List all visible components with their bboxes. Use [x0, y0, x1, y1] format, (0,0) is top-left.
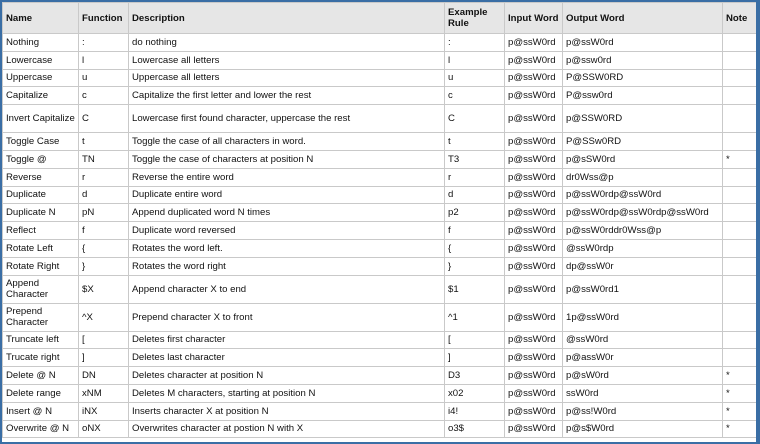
cell-name: Reflect: [3, 222, 79, 240]
header-row: [3, 3, 757, 34]
cell-description: Duplicate entire word: [129, 186, 445, 204]
cell-description: Toggle the case of characters at position N: [129, 150, 445, 168]
cell-example-rule: l: [445, 51, 505, 69]
cell-input-word: p@ssW0rd: [505, 105, 563, 133]
cell-output-word: p@ssW0rdp@ssW0rd: [563, 186, 723, 204]
cell-note: [723, 303, 757, 331]
cell-description: Deletes first character: [129, 331, 445, 349]
cell-name: Capitalize: [3, 87, 79, 105]
cell-note: [723, 222, 757, 240]
cell-input-word: p@ssW0rd: [505, 331, 563, 349]
table-row: [3, 133, 757, 151]
cell-input-word: p@ssW0rd: [505, 275, 563, 303]
cell-output-word: p@ssW0rd: [563, 34, 723, 52]
cell-output-word: p@ss!W0rd: [563, 402, 723, 420]
cell-output-word: @ssW0rd: [563, 331, 723, 349]
cell-function: d: [79, 186, 129, 204]
table-row: [3, 257, 757, 275]
cell-name: Append Character: [3, 275, 79, 303]
cell-example-rule: i4!: [445, 402, 505, 420]
cell-input-word: p@ssW0rd: [505, 186, 563, 204]
cell-function: f: [79, 222, 129, 240]
cell-name: Trucate right: [3, 349, 79, 367]
table-row: [3, 69, 757, 87]
cell-function: TN: [79, 150, 129, 168]
cell-output-word: p@assW0r: [563, 349, 723, 367]
rules-table-frame: [2, 2, 756, 442]
cell-description: Uppercase all letters: [129, 69, 445, 87]
table-row: [3, 420, 757, 438]
cell-function: iNX: [79, 402, 129, 420]
cell-output-word: p@sW0rd: [563, 367, 723, 385]
cell-example-rule: {: [445, 239, 505, 257]
cell-example-rule: }: [445, 257, 505, 275]
cell-function: [: [79, 331, 129, 349]
table-row: [3, 186, 757, 204]
cell-example-rule: p2: [445, 204, 505, 222]
cell-example-rule: r: [445, 168, 505, 186]
cell-example-rule: :: [445, 34, 505, 52]
cell-description: Lowercase all letters: [129, 51, 445, 69]
cell-input-word: p@ssW0rd: [505, 222, 563, 240]
cell-function: l: [79, 51, 129, 69]
cell-output-word: p@SSW0RD: [563, 105, 723, 133]
cell-note: *: [723, 150, 757, 168]
cell-function: xNM: [79, 384, 129, 402]
cell-note: [723, 34, 757, 52]
cell-example-rule: [: [445, 331, 505, 349]
table-row: [3, 331, 757, 349]
cell-note: [723, 105, 757, 133]
cell-output-word: P@SSW0RD: [563, 69, 723, 87]
cell-name: Duplicate N: [3, 204, 79, 222]
cell-note: [723, 69, 757, 87]
cell-example-rule: t: [445, 133, 505, 151]
cell-description: do nothing: [129, 34, 445, 52]
cell-function: }: [79, 257, 129, 275]
cell-name: Uppercase: [3, 69, 79, 87]
table-row: [3, 87, 757, 105]
cell-output-word: @ssW0rdp: [563, 239, 723, 257]
cell-input-word: p@ssW0rd: [505, 133, 563, 151]
cell-output-word: P@ssw0rd: [563, 87, 723, 105]
cell-note: *: [723, 384, 757, 402]
header-output-word: Output Word: [563, 3, 723, 34]
table-row: [3, 222, 757, 240]
cell-input-word: p@ssW0rd: [505, 239, 563, 257]
cell-input-word: p@ssW0rd: [505, 204, 563, 222]
cell-note: [723, 51, 757, 69]
header-example-rule: Example Rule: [445, 3, 505, 34]
cell-output-word: P@SSw0RD: [563, 133, 723, 151]
cell-output-word: p@ssW0rd1: [563, 275, 723, 303]
cell-name: Rotate Left: [3, 239, 79, 257]
cell-description: Deletes last character: [129, 349, 445, 367]
cell-function: :: [79, 34, 129, 52]
table-row: [3, 303, 757, 331]
cell-function: r: [79, 168, 129, 186]
cell-example-rule: ^1: [445, 303, 505, 331]
table-row: [3, 384, 757, 402]
cell-description: Overwrites character at postion N with X: [129, 420, 445, 438]
cell-function: DN: [79, 367, 129, 385]
cell-input-word: p@ssW0rd: [505, 87, 563, 105]
table-row: [3, 105, 757, 133]
table-row: [3, 402, 757, 420]
table-row: [3, 349, 757, 367]
cell-description: Rotates the word left.: [129, 239, 445, 257]
cell-output-word: p@ssW0rdp@ssW0rdp@ssW0rd: [563, 204, 723, 222]
table-row: [3, 367, 757, 385]
table-row: [3, 275, 757, 303]
cell-description: Toggle the case of all characters in word.: [129, 133, 445, 151]
cell-name: Delete range: [3, 384, 79, 402]
cell-note: [723, 87, 757, 105]
cell-name: Toggle Case: [3, 133, 79, 151]
cell-input-word: p@ssW0rd: [505, 34, 563, 52]
cell-example-rule: D3: [445, 367, 505, 385]
table-row: [3, 34, 757, 52]
cell-name: Rotate Right: [3, 257, 79, 275]
header-description: Description: [129, 3, 445, 34]
cell-function: ]: [79, 349, 129, 367]
cell-input-word: p@ssW0rd: [505, 349, 563, 367]
table-row: [3, 239, 757, 257]
cell-input-word: p@ssW0rd: [505, 384, 563, 402]
header-note: Note: [723, 3, 757, 34]
cell-name: Overwrite @ N: [3, 420, 79, 438]
cell-note: [723, 204, 757, 222]
header-function: Function: [79, 3, 129, 34]
cell-example-rule: C: [445, 105, 505, 133]
cell-example-rule: f: [445, 222, 505, 240]
cell-function: {: [79, 239, 129, 257]
cell-input-word: p@ssW0rd: [505, 420, 563, 438]
cell-input-word: p@ssW0rd: [505, 402, 563, 420]
cell-output-word: p@ssw0rd: [563, 51, 723, 69]
cell-input-word: p@ssW0rd: [505, 150, 563, 168]
cell-name: Lowercase: [3, 51, 79, 69]
cell-description: Capitalize the first letter and lower the rest: [129, 87, 445, 105]
cell-example-rule: d: [445, 186, 505, 204]
cell-name: Invert Capitalize: [3, 105, 79, 133]
cell-output-word: p@s$W0rd: [563, 420, 723, 438]
cell-note: *: [723, 402, 757, 420]
cell-input-word: p@ssW0rd: [505, 168, 563, 186]
cell-note: [723, 239, 757, 257]
cell-name: Truncate left: [3, 331, 79, 349]
cell-description: Duplicate word reversed: [129, 222, 445, 240]
cell-note: [723, 133, 757, 151]
table-row: [3, 204, 757, 222]
cell-note: [723, 275, 757, 303]
cell-name: Reverse: [3, 168, 79, 186]
cell-description: Append duplicated word N times: [129, 204, 445, 222]
cell-description: Lowercase first found character, uppercase the rest: [129, 105, 445, 133]
cell-output-word: 1p@ssW0rd: [563, 303, 723, 331]
cell-output-word: ssW0rd: [563, 384, 723, 402]
cell-name: Nothing: [3, 34, 79, 52]
cell-name: Toggle @: [3, 150, 79, 168]
cell-input-word: p@ssW0rd: [505, 257, 563, 275]
cell-name: Duplicate: [3, 186, 79, 204]
cell-example-rule: ]: [445, 349, 505, 367]
cell-note: [723, 349, 757, 367]
cell-example-rule: o3$: [445, 420, 505, 438]
cell-function: u: [79, 69, 129, 87]
cell-name: Prepend Character: [3, 303, 79, 331]
cell-note: [723, 257, 757, 275]
cell-function: ^X: [79, 303, 129, 331]
cell-input-word: p@ssW0rd: [505, 367, 563, 385]
cell-note: [723, 168, 757, 186]
table-row: [3, 150, 757, 168]
cell-input-word: p@ssW0rd: [505, 51, 563, 69]
cell-description: Append character X to end: [129, 275, 445, 303]
cell-function: oNX: [79, 420, 129, 438]
cell-example-rule: u: [445, 69, 505, 87]
header-input-word: Input Word: [505, 3, 563, 34]
cell-example-rule: x02: [445, 384, 505, 402]
cell-example-rule: $1: [445, 275, 505, 303]
cell-output-word: dr0Wss@p: [563, 168, 723, 186]
cell-description: Deletes character at position N: [129, 367, 445, 385]
cell-description: Rotates the word right: [129, 257, 445, 275]
cell-example-rule: c: [445, 87, 505, 105]
cell-description: Deletes M characters, starting at position N: [129, 384, 445, 402]
cell-description: Inserts character X at position N: [129, 402, 445, 420]
cell-note: *: [723, 367, 757, 385]
cell-output-word: p@ssW0rddr0Wss@p: [563, 222, 723, 240]
rules-table: [2, 2, 756, 438]
cell-note: [723, 331, 757, 349]
cell-input-word: p@ssW0rd: [505, 69, 563, 87]
table-row: [3, 168, 757, 186]
header-name: Name: [3, 3, 79, 34]
table-row: [3, 51, 757, 69]
cell-input-word: p@ssW0rd: [505, 303, 563, 331]
cell-function: $X: [79, 275, 129, 303]
cell-function: c: [79, 87, 129, 105]
cell-function: C: [79, 105, 129, 133]
cell-note: [723, 186, 757, 204]
cell-note: *: [723, 420, 757, 438]
cell-output-word: p@sSW0rd: [563, 150, 723, 168]
cell-example-rule: T3: [445, 150, 505, 168]
cell-output-word: dp@ssW0r: [563, 257, 723, 275]
cell-function: pN: [79, 204, 129, 222]
cell-function: t: [79, 133, 129, 151]
cell-description: Prepend character X to front: [129, 303, 445, 331]
cell-description: Reverse the entire word: [129, 168, 445, 186]
cell-name: Delete @ N: [3, 367, 79, 385]
cell-name: Insert @ N: [3, 402, 79, 420]
